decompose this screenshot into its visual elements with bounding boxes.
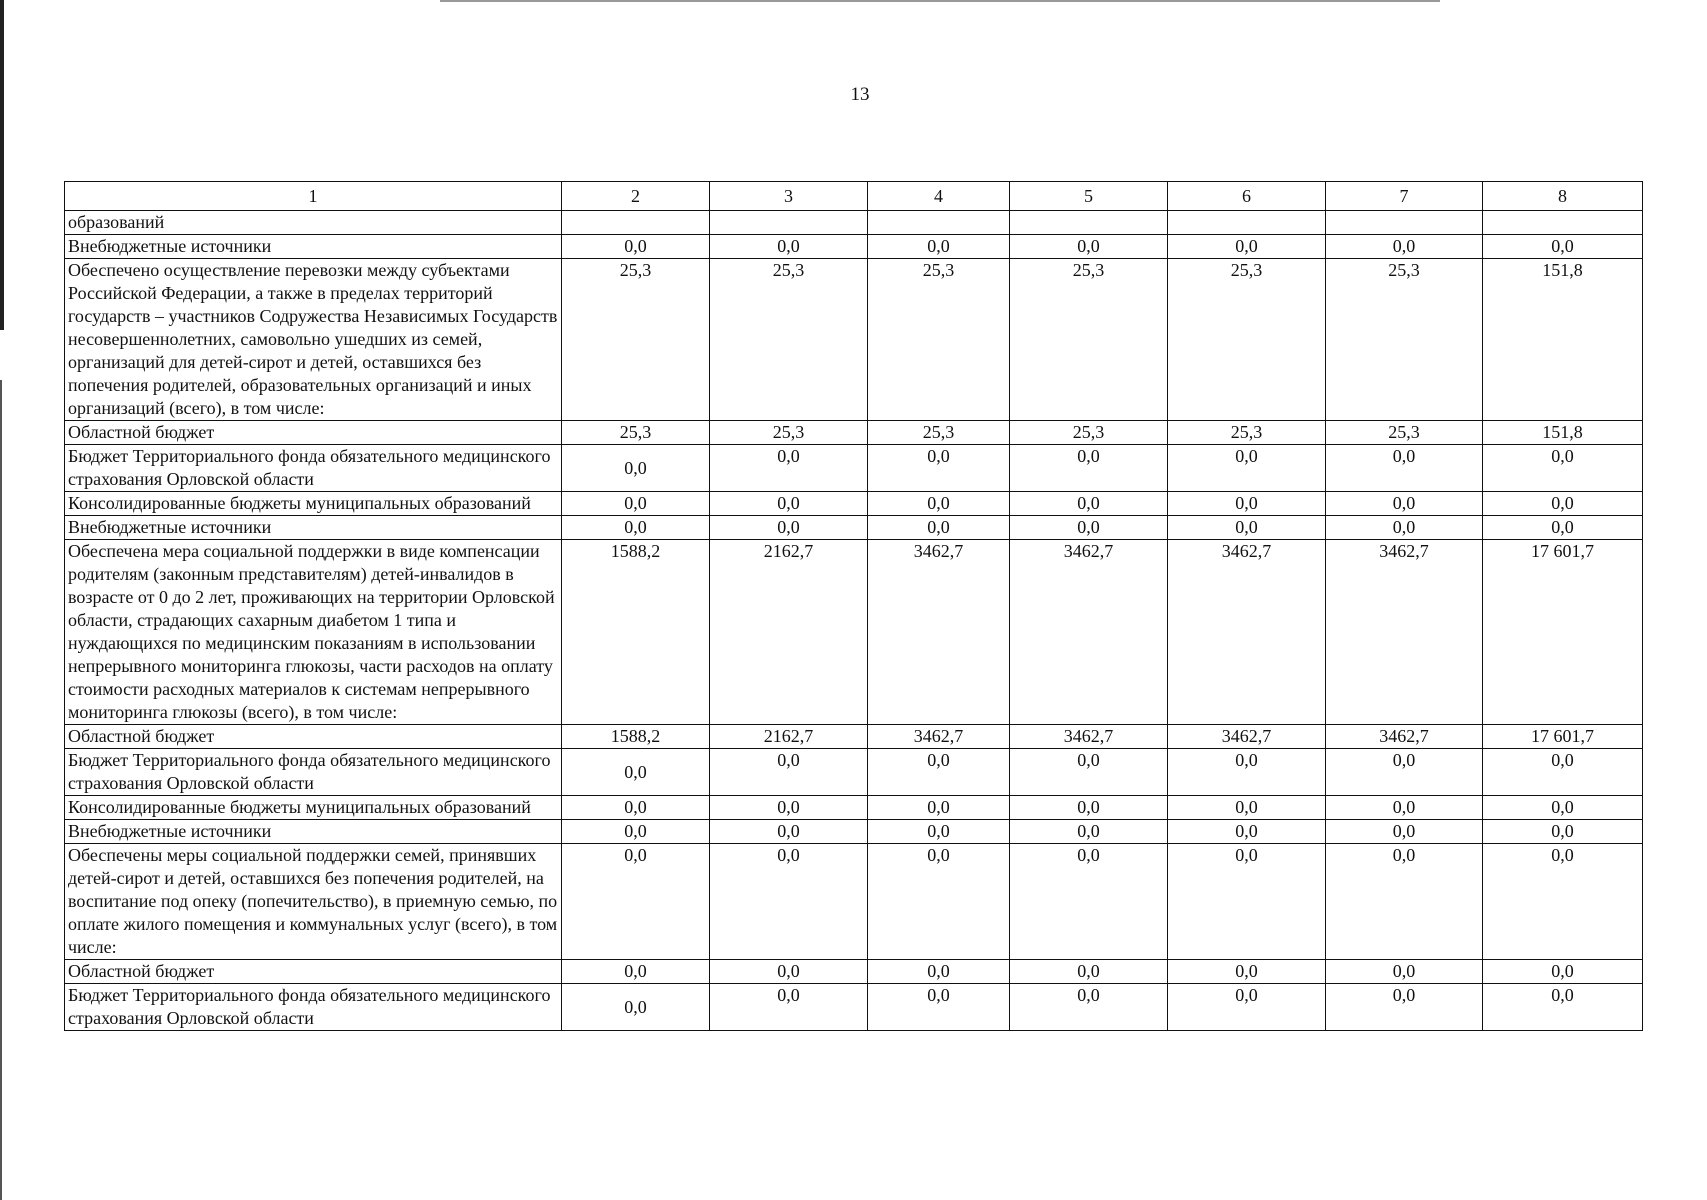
row-label: Консолидированные бюджеты муниципальных образований — [65, 796, 562, 820]
table-row — [65, 984, 1643, 1031]
value-cell-col-5: 0,0 — [1010, 844, 1168, 960]
value-cell-col-3: 25,3 — [710, 259, 868, 421]
row-label: Обеспечена мера социальной поддержки в виде компенсации родителям (законным представителям) детей-инвалидов в возрасте от 0 до 2 лет, проживающих на территории Орловской области, страдающих сахарным диабетом 1 типа и нуждающихся по медицинским показаниям в использовании непрерывного мониторинга глюкозы, части расходов на оплату стоимости расходных материалов к системам непрерывного мониторинга глюкозы (всего), в том числе: — [65, 540, 562, 725]
value-cell-col-6 — [1168, 211, 1326, 235]
value-cell-col-3: 0,0 — [710, 516, 868, 540]
value-cell-col-5: 0,0 — [1010, 492, 1168, 516]
value-cell-col-8: 0,0 — [1483, 749, 1643, 796]
scan-edge-left-lower — [0, 380, 2, 1200]
value-cell-col-5: 0,0 — [1010, 235, 1168, 259]
column-number-3: 3 — [710, 182, 868, 211]
value-cell-col-3: 2162,7 — [710, 725, 868, 749]
row-label: Областной бюджет — [65, 960, 562, 984]
value-cell-col-8: 0,0 — [1483, 796, 1643, 820]
value-cell-col-6: 0,0 — [1168, 984, 1326, 1031]
row-label: Внебюджетные источники — [65, 820, 562, 844]
value-cell-col-3 — [710, 211, 868, 235]
table-row — [65, 516, 1643, 540]
value-cell-col-8: 17 601,7 — [1483, 540, 1643, 725]
value-cell-col-7: 0,0 — [1326, 796, 1483, 820]
table-header — [65, 182, 1643, 211]
value-cell-col-8: 151,8 — [1483, 259, 1643, 421]
value-cell-col-8: 0,0 — [1483, 844, 1643, 960]
value-cell-col-3: 0,0 — [710, 984, 868, 1031]
value-cell-col-5: 0,0 — [1010, 984, 1168, 1031]
scan-edge-top — [440, 0, 1440, 2]
value-cell-col-2: 0,0 — [562, 844, 710, 960]
value-cell-col-8: 17 601,7 — [1483, 725, 1643, 749]
row-label: образований — [65, 211, 562, 235]
value-cell-col-8: 0,0 — [1483, 820, 1643, 844]
value-cell-col-4: 0,0 — [868, 492, 1010, 516]
value-cell-col-7: 25,3 — [1326, 421, 1483, 445]
value-cell-col-2: 0,0 — [562, 492, 710, 516]
row-label: Областной бюджет — [65, 725, 562, 749]
table-row — [65, 844, 1643, 960]
value-cell-col-3: 0,0 — [710, 235, 868, 259]
value-cell-col-4: 0,0 — [868, 984, 1010, 1031]
row-label: Консолидированные бюджеты муниципальных образований — [65, 492, 562, 516]
table-row — [65, 421, 1643, 445]
value-cell-col-3: 0,0 — [710, 960, 868, 984]
value-cell-col-4: 0,0 — [868, 844, 1010, 960]
row-label: Внебюджетные источники — [65, 516, 562, 540]
value-cell-col-5: 25,3 — [1010, 421, 1168, 445]
table-row — [65, 445, 1643, 492]
value-cell-col-8: 0,0 — [1483, 984, 1643, 1031]
value-cell-col-5: 0,0 — [1010, 516, 1168, 540]
value-cell-col-7: 0,0 — [1326, 984, 1483, 1031]
value-cell-col-7: 0,0 — [1326, 492, 1483, 516]
row-label: Областной бюджет — [65, 421, 562, 445]
value-cell-col-2: 1588,2 — [562, 540, 710, 725]
value-cell-col-2: 0,0 — [562, 796, 710, 820]
table-row — [65, 492, 1643, 516]
table-row — [65, 235, 1643, 259]
row-label: Обеспечены меры социальной поддержки семей, принявших детей-сирот и детей, оставшихся без попечения родителей, на воспитание под опеку (попечительство), в приемную семью, по оплате жилого помещения и коммунальных услуг (всего), в том числе: — [65, 844, 562, 960]
table-body — [65, 211, 1643, 1031]
row-label: Бюджет Территориального фонда обязательного медицинского страхования Орловской области — [65, 984, 562, 1031]
value-cell-col-7: 0,0 — [1326, 445, 1483, 492]
value-cell-col-2: 0,0 — [562, 820, 710, 844]
column-number-4: 4 — [868, 182, 1010, 211]
value-cell-col-2: 1588,2 — [562, 725, 710, 749]
value-cell-col-8: 151,8 — [1483, 421, 1643, 445]
value-cell-col-7: 0,0 — [1326, 235, 1483, 259]
value-cell-col-4: 0,0 — [868, 749, 1010, 796]
row-label: Внебюджетные источники — [65, 235, 562, 259]
table-row — [65, 796, 1643, 820]
value-cell-col-4: 0,0 — [868, 235, 1010, 259]
value-cell-col-7: 3462,7 — [1326, 725, 1483, 749]
value-cell-col-6: 0,0 — [1168, 235, 1326, 259]
value-cell-col-3: 0,0 — [710, 820, 868, 844]
column-number-8: 8 — [1483, 182, 1643, 211]
value-cell-col-6: 3462,7 — [1168, 725, 1326, 749]
value-cell-col-5: 25,3 — [1010, 259, 1168, 421]
value-cell-col-7: 25,3 — [1326, 259, 1483, 421]
value-cell-col-2: 0,0 — [562, 445, 710, 492]
value-cell-col-2: 0,0 — [562, 984, 710, 1031]
value-cell-col-3: 0,0 — [710, 492, 868, 516]
value-cell-col-8: 0,0 — [1483, 492, 1643, 516]
table-row — [65, 749, 1643, 796]
row-label: Бюджет Территориального фонда обязательного медицинского страхования Орловской области — [65, 445, 562, 492]
value-cell-col-2: 25,3 — [562, 259, 710, 421]
table-row — [65, 960, 1643, 984]
value-cell-col-5: 0,0 — [1010, 445, 1168, 492]
value-cell-col-4: 0,0 — [868, 796, 1010, 820]
value-cell-col-3: 25,3 — [710, 421, 868, 445]
value-cell-col-8 — [1483, 211, 1643, 235]
value-cell-col-4: 25,3 — [868, 259, 1010, 421]
column-number-7: 7 — [1326, 182, 1483, 211]
table-row — [65, 540, 1643, 725]
table-row — [65, 725, 1643, 749]
row-label: Обеспечено осуществление перевозки между субъектами Российской Федерации, а также в пределах территорий государств – участников Содружества Независимых Государств несовершеннолетних, самовольно ушедших из семей, организаций для детей-сирот и детей, оставшихся без попечения родителей, образовательных организаций и иных организаций (всего), в том числе: — [65, 259, 562, 421]
value-cell-col-6: 0,0 — [1168, 749, 1326, 796]
value-cell-col-3: 0,0 — [710, 749, 868, 796]
value-cell-col-3: 2162,7 — [710, 540, 868, 725]
value-cell-col-2: 0,0 — [562, 516, 710, 540]
value-cell-col-6: 0,0 — [1168, 492, 1326, 516]
value-cell-col-2 — [562, 211, 710, 235]
value-cell-col-6: 25,3 — [1168, 421, 1326, 445]
value-cell-col-3: 0,0 — [710, 844, 868, 960]
value-cell-col-2: 0,0 — [562, 749, 710, 796]
table-row — [65, 211, 1643, 235]
value-cell-col-6: 0,0 — [1168, 796, 1326, 820]
value-cell-col-8: 0,0 — [1483, 516, 1643, 540]
page-number: 13 — [850, 84, 870, 105]
value-cell-col-4: 0,0 — [868, 445, 1010, 492]
value-cell-col-7 — [1326, 211, 1483, 235]
value-cell-col-7: 0,0 — [1326, 820, 1483, 844]
value-cell-col-4: 25,3 — [868, 421, 1010, 445]
value-cell-col-5: 0,0 — [1010, 820, 1168, 844]
value-cell-col-2: 0,0 — [562, 235, 710, 259]
value-cell-col-4: 3462,7 — [868, 540, 1010, 725]
value-cell-col-4: 0,0 — [868, 516, 1010, 540]
value-cell-col-8: 0,0 — [1483, 235, 1643, 259]
column-number-5: 5 — [1010, 182, 1168, 211]
header-row — [65, 182, 1643, 211]
value-cell-col-4 — [868, 211, 1010, 235]
value-cell-col-4: 0,0 — [868, 960, 1010, 984]
value-cell-col-6: 3462,7 — [1168, 540, 1326, 725]
value-cell-col-5: 0,0 — [1010, 796, 1168, 820]
value-cell-col-5 — [1010, 211, 1168, 235]
table-row — [65, 820, 1643, 844]
value-cell-col-6: 0,0 — [1168, 820, 1326, 844]
value-cell-col-5: 3462,7 — [1010, 540, 1168, 725]
column-number-6: 6 — [1168, 182, 1326, 211]
value-cell-col-6: 25,3 — [1168, 259, 1326, 421]
value-cell-col-7: 0,0 — [1326, 960, 1483, 984]
value-cell-col-6: 0,0 — [1168, 960, 1326, 984]
row-label: Бюджет Территориального фонда обязательного медицинского страхования Орловской области — [65, 749, 562, 796]
column-number-1: 1 — [65, 182, 562, 211]
value-cell-col-6: 0,0 — [1168, 445, 1326, 492]
value-cell-col-6: 0,0 — [1168, 516, 1326, 540]
value-cell-col-3: 0,0 — [710, 445, 868, 492]
value-cell-col-3: 0,0 — [710, 796, 868, 820]
value-cell-col-6: 0,0 — [1168, 844, 1326, 960]
value-cell-col-7: 0,0 — [1326, 749, 1483, 796]
value-cell-col-5: 3462,7 — [1010, 725, 1168, 749]
value-cell-col-2: 25,3 — [562, 421, 710, 445]
value-cell-col-5: 0,0 — [1010, 960, 1168, 984]
table-row — [65, 259, 1643, 421]
value-cell-col-7: 0,0 — [1326, 844, 1483, 960]
value-cell-col-7: 3462,7 — [1326, 540, 1483, 725]
budget-table — [64, 181, 1643, 1031]
value-cell-col-2: 0,0 — [562, 960, 710, 984]
value-cell-col-7: 0,0 — [1326, 516, 1483, 540]
value-cell-col-8: 0,0 — [1483, 960, 1643, 984]
value-cell-col-4: 3462,7 — [868, 725, 1010, 749]
value-cell-col-4: 0,0 — [868, 820, 1010, 844]
column-number-2: 2 — [562, 182, 710, 211]
scan-edge-left — [0, 0, 4, 330]
value-cell-col-5: 0,0 — [1010, 749, 1168, 796]
value-cell-col-8: 0,0 — [1483, 445, 1643, 492]
